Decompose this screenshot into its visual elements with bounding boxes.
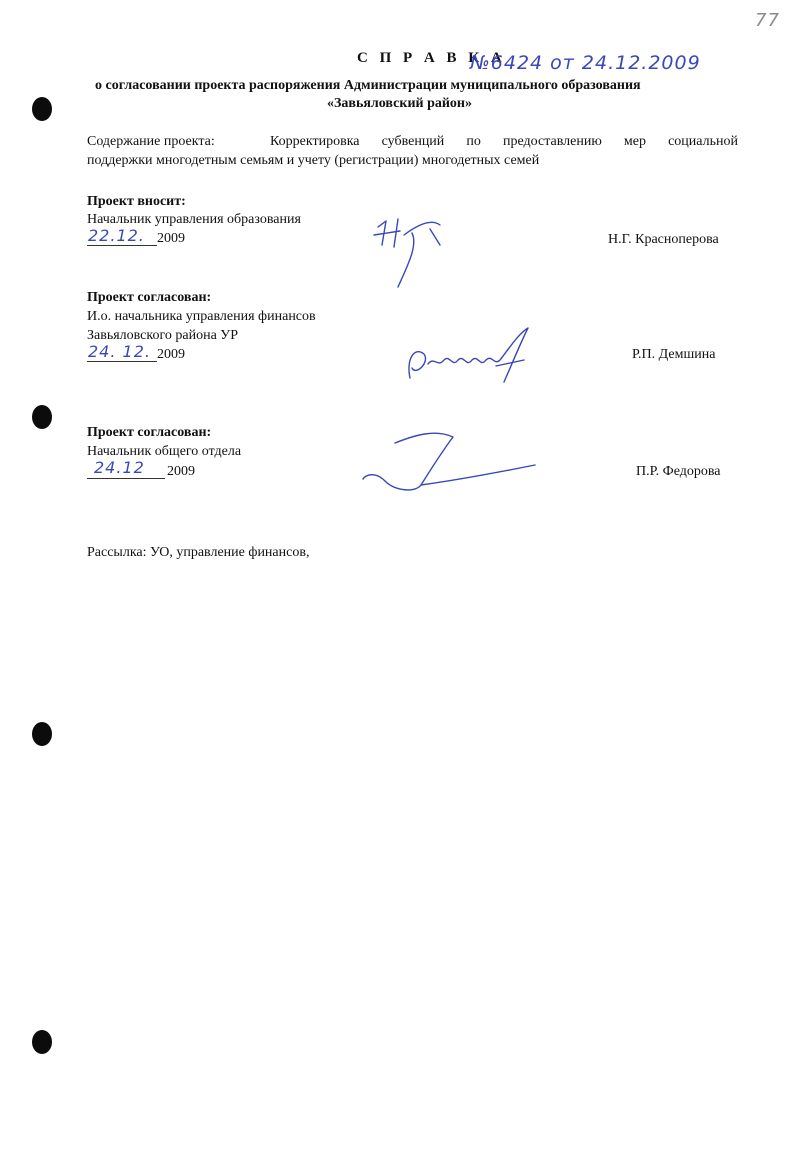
- document-title: С П Р А В К А: [357, 50, 506, 66]
- title-subline-2: «Завьяловский район»: [327, 96, 472, 111]
- punch-hole: [32, 97, 52, 121]
- distribution-list: Рассылка: УО, управление финансов,: [87, 545, 310, 560]
- year: 2009: [157, 347, 185, 362]
- date-underline: [87, 478, 165, 479]
- signature-krasnoperova: [360, 205, 470, 295]
- title-subline-1: о согласовании проекта распоряжения Администрации муниципального образования: [95, 78, 641, 93]
- date-underline: [87, 361, 157, 362]
- block-heading: Проект согласован:: [87, 290, 212, 305]
- position-line: И.о. начальника управления финансов: [87, 309, 316, 324]
- signature-demshina: [400, 320, 540, 390]
- content-label: Содержание проекта:: [87, 134, 215, 149]
- content-text-line-1: Корректировка субвенций по предоставлению мер социальной: [270, 134, 738, 149]
- date-underline: [87, 245, 157, 246]
- corner-page-mark: 77: [755, 10, 780, 31]
- person-name: П.Р. Федорова: [636, 464, 721, 479]
- punch-hole: [32, 405, 52, 429]
- year: 2009: [157, 231, 185, 246]
- handwritten-reg-number: №6424 от 24.12.2009: [470, 52, 701, 74]
- handwritten-date: 22.12.: [88, 226, 145, 245]
- position-line: Начальник управления образования: [87, 212, 301, 227]
- position-line: Начальник общего отдела: [87, 444, 242, 459]
- signature-fedorova: [355, 425, 545, 495]
- block-heading: Проект вносит:: [87, 194, 186, 209]
- position-line: Завьяловского района УР: [87, 328, 238, 343]
- person-name: Н.Г. Красноперова: [608, 232, 719, 247]
- handwritten-date: 24. 12.: [88, 342, 151, 361]
- block-heading: Проект согласован:: [87, 425, 212, 440]
- punch-hole: [32, 722, 52, 746]
- person-name: Р.П. Демшина: [632, 347, 716, 362]
- content-text-line-2: поддержки многодетным семьям и учету (регистрации) многодетных семей: [87, 153, 540, 168]
- handwritten-date: 24.12: [94, 458, 145, 477]
- punch-hole: [32, 1030, 52, 1054]
- year: 2009: [167, 464, 195, 479]
